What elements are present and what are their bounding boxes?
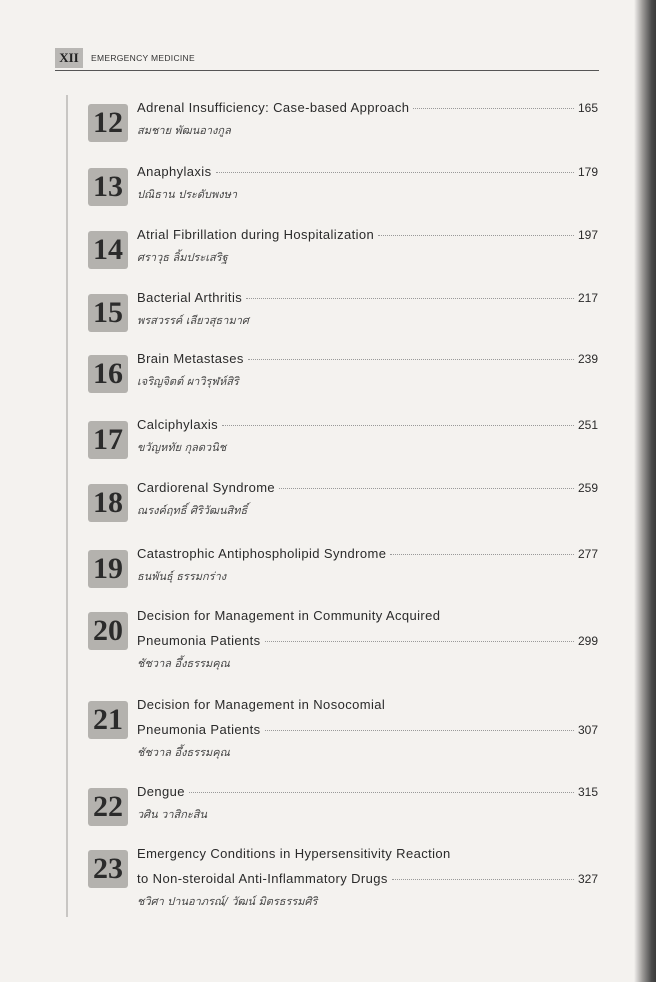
chapter-title: Dengue — [137, 784, 185, 799]
chapter-author: ชวิศา ปานอาภรณ์/ วัฒน์ มิตรธรรมศิริ — [137, 895, 318, 908]
leader-dots — [246, 298, 574, 299]
page-ref: 277 — [577, 547, 598, 561]
chapter-author: วศิน วาสิกะสิน — [137, 808, 208, 821]
margin-rule — [66, 95, 68, 917]
chapter-title: Adrenal Insufficiency: Case-based Approach — [137, 100, 410, 115]
chapter-author: เจริญจิตต์ ผาวิรุฬห์สิริ — [137, 375, 239, 388]
leader-dots — [279, 488, 574, 489]
chapter-number: 13 — [88, 168, 128, 206]
chapter-number: 18 — [88, 484, 128, 522]
running-header — [55, 48, 599, 71]
chapter-author: ปณิธาน ประดับพงษา — [137, 188, 238, 201]
page-ref: 327 — [577, 872, 598, 886]
chapter-author: ศราวุธ ลิ้มประเสริฐ — [137, 251, 228, 264]
page-ref: 197 — [577, 228, 598, 242]
leader-dots — [189, 792, 574, 793]
leader-dots — [378, 235, 574, 236]
scan-edge — [634, 0, 656, 982]
leader-dots — [390, 554, 574, 555]
chapter-title: Calciphylaxis — [137, 417, 219, 432]
leader-dots — [265, 730, 574, 731]
chapter-title: Anaphylaxis — [137, 164, 212, 179]
chapter-title: to Non-steroidal Anti-Inflammatory Drugs — [137, 871, 388, 886]
page-ref: 165 — [577, 101, 598, 115]
chapter-author: ธนพันธุ์ ธรรมกร่าง — [137, 570, 227, 583]
page-ref: 239 — [577, 352, 598, 366]
page-ref: 251 — [577, 418, 598, 432]
chapter-title: Atrial Fibrillation during Hospitalization — [137, 227, 375, 242]
chapter-number: 16 — [88, 355, 128, 393]
page-ref: 217 — [577, 291, 598, 305]
chapter-author: พรสวรรค์ เลียวสุธามาศ — [137, 314, 249, 327]
leader-dots — [413, 108, 574, 109]
page-ref: 179 — [577, 165, 598, 179]
chapter-title: Decision for Management in Nosocomial — [137, 697, 386, 712]
page-ref: 259 — [577, 481, 598, 495]
chapter-title: Pneumonia Patients — [137, 633, 261, 648]
chapter-number: 17 — [88, 421, 128, 459]
chapter-title: Catastrophic Antiphospholipid Syndrome — [137, 546, 387, 561]
chapter-number: 15 — [88, 294, 128, 332]
chapter-author: สมชาย พัฒนอางกูล — [137, 124, 231, 137]
page-ref: 315 — [577, 785, 598, 799]
chapter-number: 19 — [88, 550, 128, 588]
page-ref: 307 — [577, 723, 598, 737]
chapter-author: ขวัญหทัย กุลดวนิช — [137, 441, 227, 454]
chapter-title: Cardiorenal Syndrome — [137, 480, 276, 495]
page-number: XII — [55, 48, 83, 68]
chapter-number: 22 — [88, 788, 128, 826]
chapter-title: Bacterial Arthritis — [137, 290, 243, 305]
leader-dots — [216, 172, 574, 173]
leader-dots — [265, 641, 574, 642]
chapter-title: Brain Metastases — [137, 351, 244, 366]
chapter-title: Decision for Management in Community Acquired — [137, 608, 441, 623]
chapter-author: ณรงค์ฤทธิ์ ศิริวัฒนสิทธิ์ — [137, 504, 248, 517]
chapter-number: 23 — [88, 850, 128, 888]
chapter-title: Pneumonia Patients — [137, 722, 261, 737]
chapter-number: 20 — [88, 612, 128, 650]
chapter-number: 21 — [88, 701, 128, 739]
chapter-title: Emergency Conditions in Hypersensitivity Reaction — [137, 846, 451, 861]
leader-dots — [248, 359, 574, 360]
chapter-number: 12 — [88, 104, 128, 142]
running-title: EMERGENCY MEDICINE — [91, 53, 195, 63]
chapter-number: 14 — [88, 231, 128, 269]
chapter-author: ชัชวาล อึ้งธรรมคุณ — [137, 657, 230, 670]
leader-dots — [392, 879, 574, 880]
leader-dots — [222, 425, 574, 426]
chapter-author: ชัชวาล อึ้งธรรมคุณ — [137, 746, 230, 759]
page-ref: 299 — [577, 634, 598, 648]
